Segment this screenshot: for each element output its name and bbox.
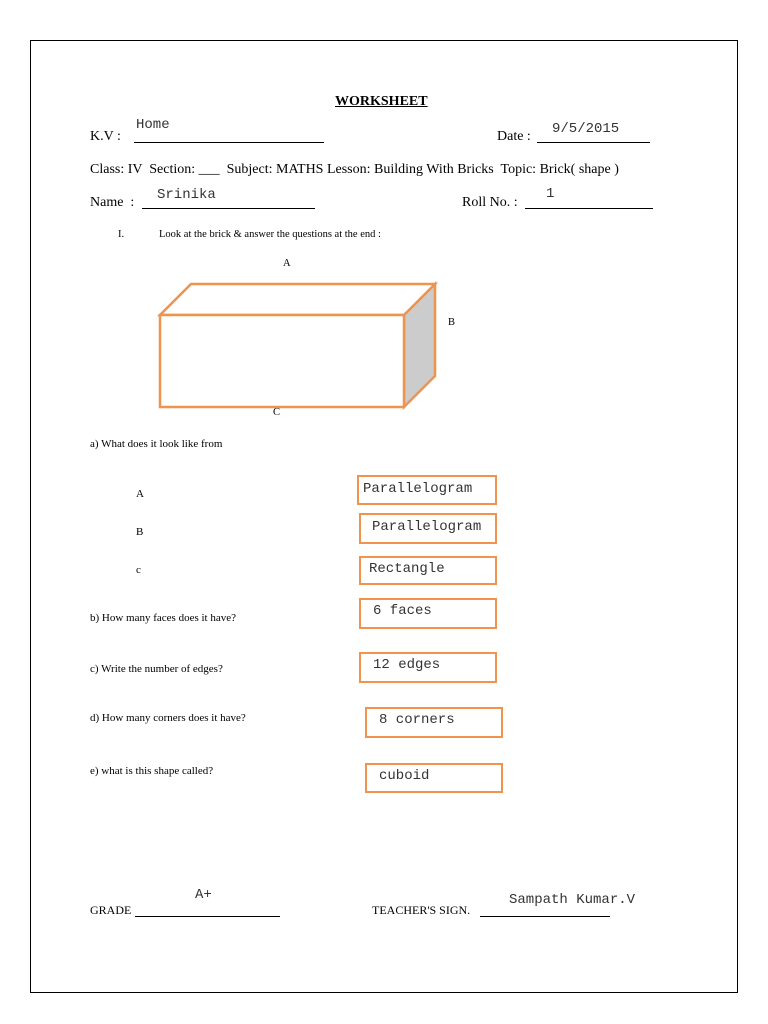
section-instruction: Look at the brick & answer the questions at the end : xyxy=(159,229,381,240)
question-a-item-label: c xyxy=(136,564,141,576)
question-d-prompt: d) How many corners does it have? xyxy=(90,712,246,724)
grade-underline xyxy=(135,916,280,917)
brick-top-face xyxy=(160,284,435,315)
question-e-prompt: e) what is this shape called? xyxy=(90,765,214,777)
figure-label-b: B xyxy=(448,317,456,328)
date-underline xyxy=(537,142,650,143)
question-c-prompt: c) Write the number of edges? xyxy=(90,663,223,675)
answer-a-view-b[interactable]: Parallelogram xyxy=(359,513,497,544)
roll-value[interactable]: 1 xyxy=(546,186,555,202)
date-value[interactable]: 9/5/2015 xyxy=(552,121,620,137)
grade-label: GRADE xyxy=(90,903,132,917)
worksheet-title: WORKSHEET xyxy=(335,94,428,109)
name-value[interactable]: Srinika xyxy=(157,187,216,203)
teacher-sign-label: TEACHER'S SIGN. xyxy=(372,903,471,917)
question-b-prompt: b) How many faces does it have? xyxy=(90,612,237,624)
kv-label: K.V : xyxy=(90,129,121,144)
teacher-sign-value[interactable]: Sampath Kumar.V xyxy=(509,892,636,908)
section-numeral: I. xyxy=(118,229,125,240)
question-a-item-label: B xyxy=(136,526,144,538)
answer-e-shape-name[interactable]: cuboid xyxy=(365,763,503,793)
roll-label: Roll No. : xyxy=(462,195,518,210)
name-label: Name : xyxy=(90,195,135,210)
brick-front-face xyxy=(160,315,404,407)
teacher-sign-underline xyxy=(480,916,610,917)
grade-value[interactable]: A+ xyxy=(195,887,212,903)
kv-value[interactable]: Home xyxy=(136,117,170,133)
roll-underline xyxy=(525,208,653,209)
answer-d-corners[interactable]: 8 corners xyxy=(365,707,503,738)
class-line: Class: IV Section: ___ Subject: MATHS Lesson: Building With Bricks Topic: Brick( shape ) xyxy=(90,162,619,177)
answer-b-faces[interactable]: 6 faces xyxy=(359,598,497,629)
brick-figure xyxy=(150,276,450,418)
question-a-prompt: a) What does it look like from xyxy=(90,438,223,450)
kv-underline xyxy=(134,142,324,143)
question-a-item-label: A xyxy=(136,488,144,500)
date-label: Date : xyxy=(497,129,531,144)
answer-a-view-a[interactable]: Parallelogram xyxy=(357,475,497,505)
name-underline xyxy=(142,208,315,209)
answer-c-edges[interactable]: 12 edges xyxy=(359,652,497,683)
figure-label-c: C xyxy=(273,407,281,418)
answer-a-view-c[interactable]: Rectangle xyxy=(359,556,497,585)
figure-label-a: A xyxy=(283,258,291,269)
